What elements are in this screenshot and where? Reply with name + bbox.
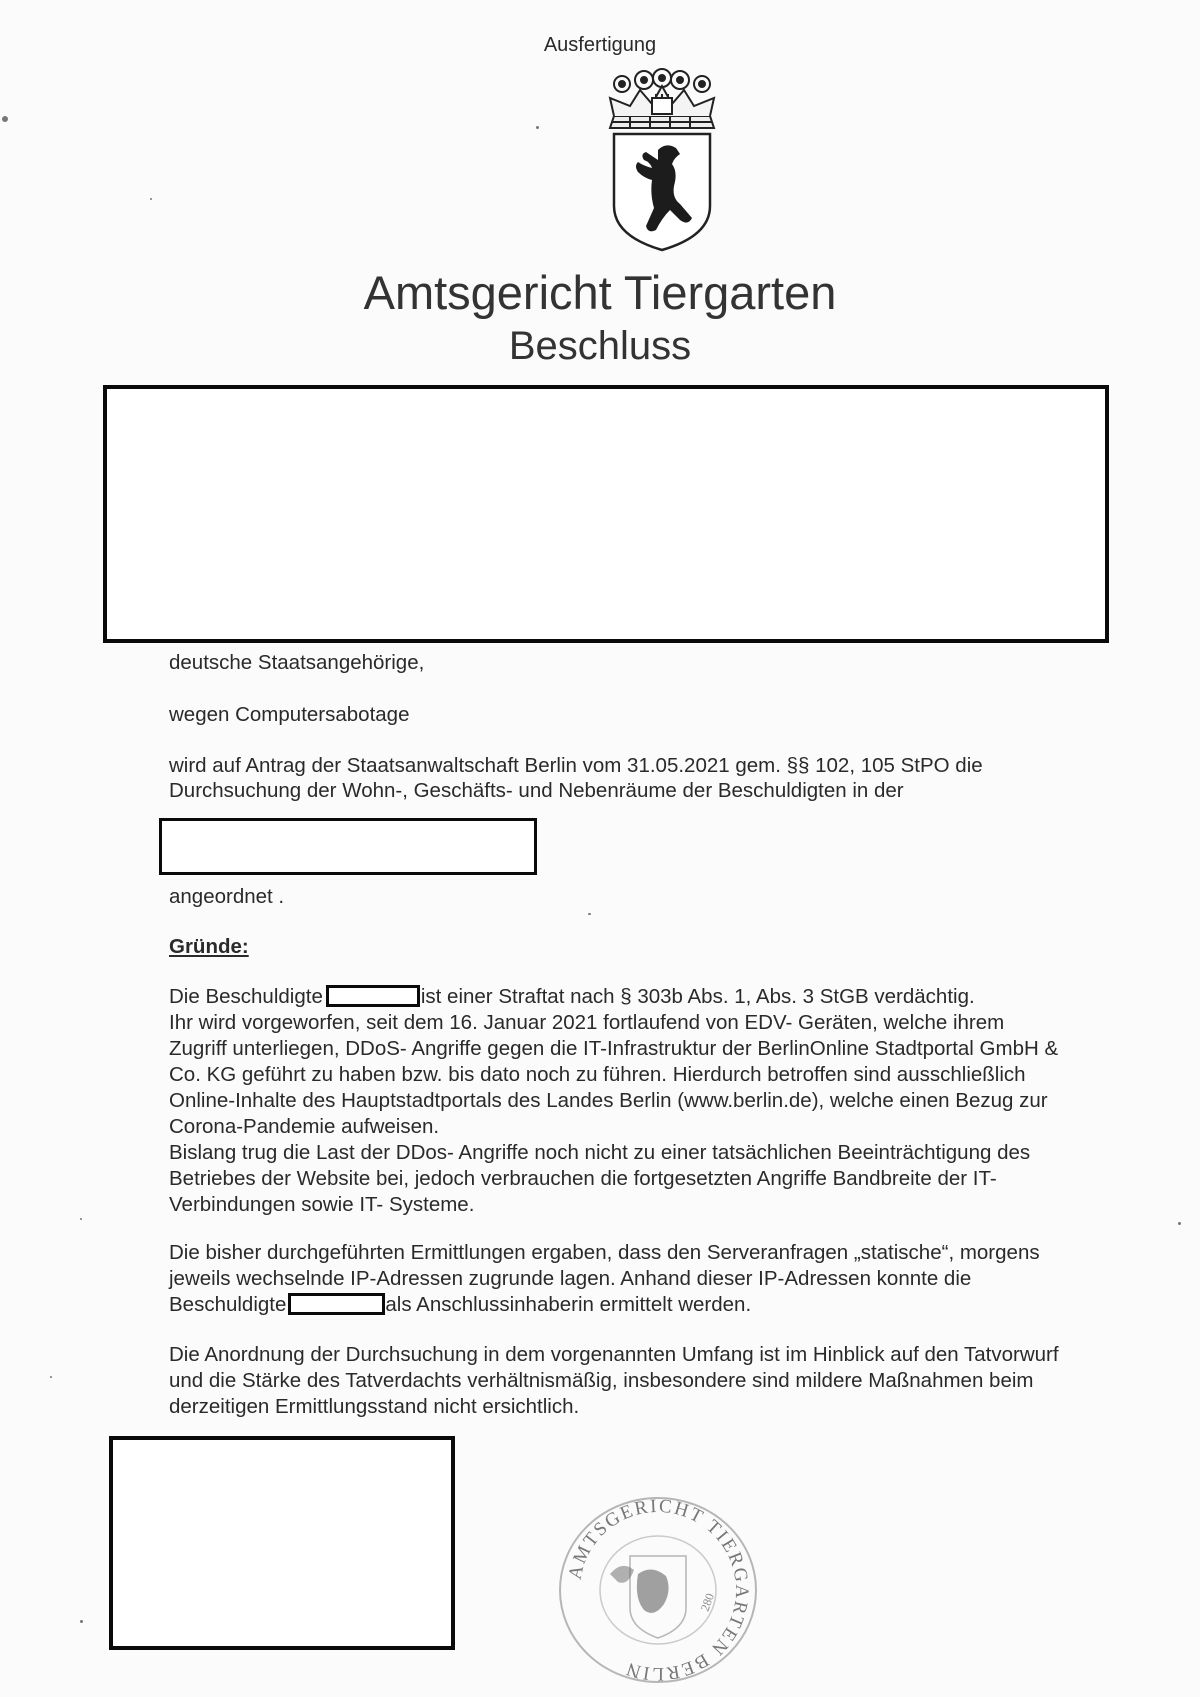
redaction-name-inline bbox=[326, 985, 420, 1007]
paragraph-2-line-2: jeweils wechselnde IP-Adressen zugrunde lagen. Anhand dieser IP-Adressen konnte die bbox=[169, 1267, 972, 1290]
text-fragment: Die Beschuldigte bbox=[169, 985, 323, 1008]
court-seal-stamp bbox=[548, 1490, 768, 1690]
copy-label: Ausfertigung bbox=[543, 34, 657, 56]
document-type: Beschluss bbox=[508, 324, 692, 368]
scan-speck bbox=[2, 116, 8, 122]
ordered-line: angeordnet . bbox=[169, 885, 285, 908]
paragraph-2-line-3 bbox=[169, 1292, 1159, 1318]
paragraph-1-line-2: Ihr wird vorgeworfen, seit dem 16. Januar 2021 fortlaufend von EDV- Geräten, welche ihrem bbox=[169, 1011, 1005, 1034]
order-line-1: wird auf Antrag der Staatsanwaltschaft Berlin vom 31.05.2021 gem. §§ 102, 105 StPO die bbox=[169, 754, 983, 777]
redaction-block-signature bbox=[109, 1436, 455, 1650]
paragraph-3-line-2: und die Stärke des Tatverdachts verhältnismäßig, insbesondere sind mildere Maßnahmen beim bbox=[169, 1369, 1034, 1392]
scan-speck bbox=[536, 126, 539, 129]
paragraph-1-line-1 bbox=[169, 984, 1159, 1010]
paragraph-2-line-1: Die bisher durchgeführten Ermittlungen ergaben, dass den Serveranfragen „statische“, morgens bbox=[169, 1241, 1040, 1264]
paragraph-1-line-3: Zugriff unterliegen, DDoS- Angriffe gegen die IT-Infrastruktur der BerlinOnline Stadtportal GmbH & bbox=[169, 1037, 1059, 1060]
seal-number: 280 bbox=[697, 1591, 717, 1614]
text-fragment: als Anschlussinhaberin ermittelt werden. bbox=[385, 1293, 752, 1316]
paragraph-3-line-1: Die Anordnung der Durchsuchung in dem vorgenannten Umfang ist im Hinblick auf den Tatvorwurf bbox=[169, 1343, 1059, 1366]
order-line-2: Durchsuchung der Wohn-, Geschäfts- und Nebenräume der Beschuldigten in der bbox=[169, 779, 904, 802]
paragraph-1-line-4: Co. KG geführt zu haben bzw. bis dato noch zu führen. Hierdurch betroffen sind ausschließlich bbox=[169, 1063, 1026, 1086]
charge-line: wegen Computersabotage bbox=[169, 703, 410, 726]
redaction-block-address bbox=[159, 818, 537, 875]
reasons-heading: Gründe: bbox=[169, 935, 249, 958]
berlin-coat-of-arms-icon bbox=[600, 68, 724, 254]
paragraph-1-line-9: Verbindungen sowie IT- Systeme. bbox=[169, 1193, 475, 1216]
nationality-line: deutsche Staatsangehörige, bbox=[169, 651, 425, 674]
paragraph-1-line-6: Corona-Pandemie aufweisen. bbox=[169, 1115, 440, 1138]
court-name: Amtsgericht Tiergarten bbox=[363, 266, 837, 319]
scan-speck bbox=[80, 1218, 82, 1220]
scan-speck bbox=[588, 913, 591, 915]
redaction-name-inline bbox=[288, 1293, 385, 1315]
scan-speck bbox=[80, 1620, 83, 1623]
paragraph-1-line-5: Online-Inhalte des Hauptstadtportals des Landes Berlin (www.berlin.de), welche einen Bezug zur bbox=[169, 1089, 1048, 1112]
paragraph-1-line-7: Bislang trug die Last der DDos- Angriffe noch nicht zu einer tatsächlichen Beeinträchtigung des bbox=[169, 1141, 1031, 1164]
paragraph-3-line-3: derzeitigen Ermittlungsstand nicht ersichtlich. bbox=[169, 1395, 580, 1418]
seal-text: AMTSGERICHT TIERGARTEN BERLIN bbox=[564, 1495, 753, 1685]
text-fragment: Beschuldigte bbox=[169, 1293, 287, 1316]
paragraph-1-line-8: Betriebes der Website bei, jedoch verbrauchen die fortgesetzten Angriffe Bandbreite der IT- bbox=[169, 1167, 997, 1190]
redaction-block-party bbox=[103, 385, 1109, 643]
text-fragment: ist einer Straftat nach § 303b Abs. 1, Abs. 3 StGB verdächtig. bbox=[420, 985, 975, 1008]
scan-speck bbox=[1178, 1222, 1181, 1225]
scan-speck bbox=[50, 1376, 52, 1378]
scan-speck bbox=[150, 198, 152, 200]
